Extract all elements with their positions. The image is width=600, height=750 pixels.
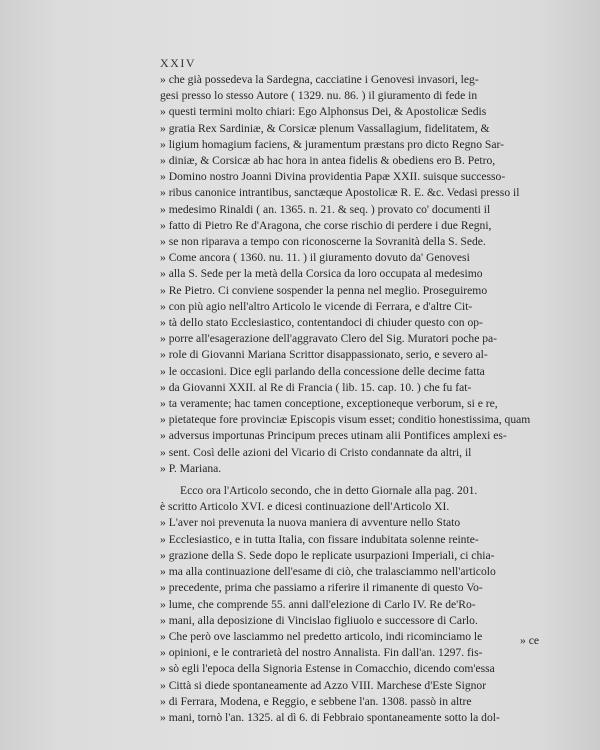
text-line: » Ecclesiastico, e in tutta Italia, con fissare indubitata solenne reinte- <box>160 532 479 546</box>
paragraph-quoted-continuation <box>160 72 558 477</box>
text-line: » questi termini molto chiari: Ego Alphonsus Dei, & Apostolicæ Sedis <box>160 105 487 119</box>
text-line: » da Giovanni XXII. al Re di Francia ( lib. 15. cap. 10. ) che fu fat- <box>160 380 472 394</box>
text-line: » grazione della S. Sede dopo le replicate usurpazioni Imperiali, ci chia- <box>160 548 495 562</box>
text-line: » fatto di Pietro Re d'Aragona, che corse rischio di perdere i due Regni, <box>160 218 492 232</box>
text-line: » P. Mariana. <box>160 461 222 475</box>
text-line: » lume, che comprende 55. anni dall'elezione di Carlo IV. Re de'Ro- <box>160 597 476 611</box>
text-line: » L'aver noi prevenuta la nuova maniera di avventure nello Stato <box>160 516 461 530</box>
paragraph-quoted-article <box>160 515 558 726</box>
text-line: » precedente, prima che passiamo a riferire il rimanente di questo Vo- <box>160 581 483 595</box>
text-line: » Che però ove lasciammo nel predetto articolo, indi ricominciamo le <box>160 629 483 643</box>
text-line: » Come ancora ( 1360. nu. 11. ) il giuramento dovuto da' Genovesi <box>160 251 470 265</box>
text-line: » Re Pietro. Ci conviene sospender la penna nel meglio. Proseguiremo <box>160 283 488 297</box>
text-line: » se non riparava a tempo con riconoscerne la Sovranità della S. Sede. <box>160 235 486 249</box>
text-line: » pietateque fore provinciæ Episcopis visum esset; conditio honestissima, quam <box>160 413 531 427</box>
text-line: » sent. Così delle azioni del Vicario di Cristo condannate da altri, il <box>160 445 472 459</box>
text-line: » le occasioni. Dice egli parlando della concessione delle decime fatta <box>160 364 485 378</box>
text-line: » ligium homagium faciens, & juramentum præstans pro dicto Regno Sar- <box>160 137 504 151</box>
text-line: » mani, tornò l'an. 1325. al dì 6. di Febbraio spontaneamente sotto la dol- <box>160 710 500 724</box>
text-line: » di Ferrara, Modena, e Reggio, e sebbene l'an. 1308. passò in altre <box>160 694 472 708</box>
page-number: XXIV <box>160 56 196 70</box>
body-text <box>160 72 558 726</box>
text-line: » con più agio nell'altro Articolo le vicende di Ferrara, e d'altre Cit- <box>160 299 473 313</box>
text-line: è scritto Articolo XVI. e dicesi continuazione dell'Articolo XI. <box>160 500 450 514</box>
text-line: » alla S. Sede per la metà della Corsica da loro occupata al medesimo <box>160 267 483 281</box>
text-line: » diniæ, & Corsicæ ab hac hora in antea fidelis & obediens ero B. Petro, <box>160 154 496 168</box>
text-line: » ribus canonice intrantibus, sanctæque Apostolicæ R. E. &c. Vedasi presso il <box>160 186 520 200</box>
text-line: gesi presso lo stesso Autore ( 1329. nu. 86. ) il giuramento di fede in <box>160 89 478 103</box>
text-line: » opinioni, e le contrarietà del nostro Annalista. Fin dall'an. 1297. fis- <box>160 646 483 660</box>
text-line: » Domino nostro Joanni Divina providentia Papæ XXII. suisque successo- <box>160 170 506 184</box>
text-line: Ecco ora l'Articolo secondo, che in detto Giornale alla pag. 201. <box>180 484 478 498</box>
text-line: » Città si diede spontaneamente ad Azzo VIII. Marchese d'Este Signor <box>160 678 487 692</box>
paragraph-article-intro <box>160 483 558 515</box>
text-line: » medesimo Rinaldi ( an. 1365. n. 21. & seq. ) provato co' documenti il <box>160 202 491 216</box>
text-line: » che già possedeva la Sardegna, cacciatine i Genovesi invasori, leg- <box>160 73 479 86</box>
text-line: » role di Giovanni Mariana Scrittor disappassionato, serio, e severo al- <box>160 348 488 362</box>
text-line: » porre all'esagerazione dell'aggravato Clero del Sig. Muratori poche pa- <box>160 332 498 346</box>
text-line: » mani, alla deposizione di Vincislao figliuolo e successore di Carlo. <box>160 613 478 627</box>
text-line: » sò egli l'epoca della Signoria Estense in Comacchio, dicendo com'essa <box>160 662 495 676</box>
text-line: » adversus importunas Principum preces utinam alii Pontifices amplexi es- <box>160 429 507 443</box>
text-line: » gratia Rex Sardiniæ, & Corsicæ plenum Vassallagium, fidelitatem, & <box>160 121 490 135</box>
text-line: » ma alla continuazione dell'esame di ciò, che tralasciammo nell'articolo <box>160 565 496 579</box>
text-line: » tà dello stato Ecclesiastico, contentandoci di chiuder questo con op- <box>160 316 483 330</box>
text-line: » ta veramente; hac tamen conceptione, exceptioneque verborum, si e re, <box>160 397 498 411</box>
catchword: » ce <box>520 634 539 647</box>
